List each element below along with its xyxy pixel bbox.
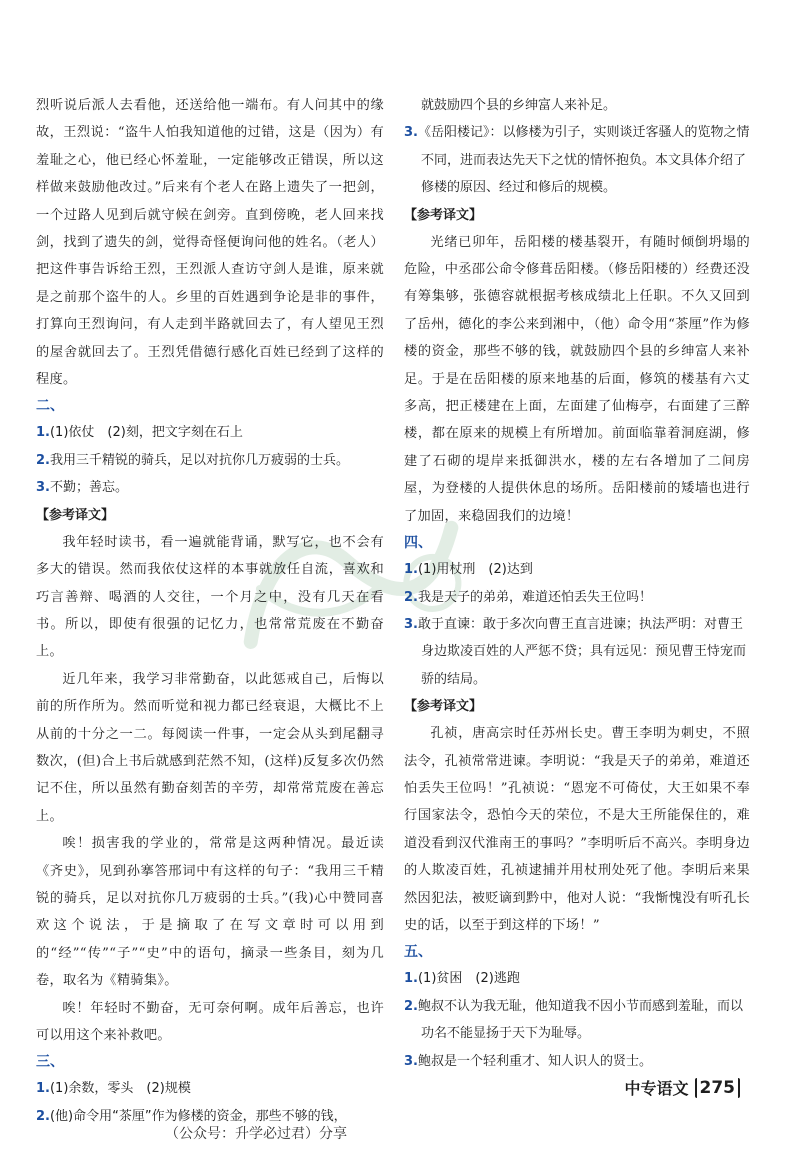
answer-item: 1.(1)贫困 (2)逃跑 bbox=[404, 971, 520, 987]
answer-item: 3.鲍叔是一个轻利重才、知人识人的贤士。 bbox=[404, 1053, 652, 1069]
translation-paragraph: 近几年来，我学习非常勤奋，以此惩戒自己，后悔以前的所作所为。然而听觉和视力都已经衰退，大概比不上从前的十分之一二。每阅读一件事，一定会从头到尾翻寻数次，(但)合上书后就感到茫然不知，(这样)反复多次仍然记不住，所以虽然有勤奋刻苦的辛劳，却常常荒废在善忘上。 bbox=[36, 671, 384, 824]
book-title: 中专语文 bbox=[624, 1079, 689, 1098]
answer-item: 3.《岳阳楼记》：以修楼为引子，实则谈迁客骚人的览物之情不同，进而表达先天下之忧的情怀抱负。本文具体介绍了修楼的原因、经过和修后的规模。 bbox=[404, 125, 750, 196]
answer-item: 2.我是天子的弟弟，难道还怕丢失王位吗！ bbox=[404, 589, 652, 605]
section-heading-3: 三、 bbox=[36, 1054, 64, 1071]
reference-translation-heading: 【参考译文】 bbox=[36, 507, 115, 523]
section-heading-4: 四、 bbox=[404, 535, 432, 552]
answer-item: 2.(他)命令用“茶厘”作为修楼的资金，那些不够的钱， bbox=[36, 1108, 347, 1124]
translation-paragraph: 光绪已卯年，岳阳楼的楼基裂开，有随时倾倒坍塌的危险，中丞邵公命令修葺岳阳楼。（修岳阳楼的）经费还没有筹集够，张德容就根据考核成绩北上任职。不久又回到了岳州，德化的李公来到湘中，（他）命令用“茶厘”作为修楼的资金，那些不够的钱，就鼓励四个县的乡绅富人来补足。于是在岳阳楼的原来地基的后面，修筑的楼基有六丈多高，把正楼建在上面，左面建了仙梅亭，右面建了三醉楼，都在原来的规模上有所增加。前面临靠着洞庭湖，修建了石砌的堤岸来抵御洪水，楼的左右各增加了二间房屋，为登楼的人提供休息的场所。岳阳楼前的矮墙也进行了加固，来稳固我们的边境！ bbox=[404, 234, 750, 524]
section-heading-5: 五、 bbox=[404, 944, 432, 961]
translation-paragraph: 唉！年轻时不勤奋，无可奈何啊。成年后善忘，也许可以用这个来补救吧。 bbox=[36, 1000, 384, 1043]
translation-paragraph: 烈听说后派人去看他，还送给他一端布。有人问其中的缘故，王烈说：“盗牛人怕我知道他的过错，这是（因为）有羞耻之心，他已经心怀羞耻，一定能够改正错误，所以这样做来鼓励他改过。”后来有个老人在路上遗失了一把剑，一个过路人见到后就守候在剑旁。直到傍晚，老人回来找剑，找到了遗失的剑，觉得奇怪便询问他的姓名。（老人）把这件事告诉给王烈，王烈派人查访守剑人是谁，原来就是之前那个盗牛的人。乡里的百姓遇到争论是非的事件，打算向王烈询问，有人走到半路就回去了，有人望见王烈的屋舍就回去了。王烈凭借德行感化百姓已经到了这样的程度。 bbox=[36, 98, 384, 388]
answer-item: 2.鲍叔不认为我无耻，他知道我不因小节而感到羞耻，而以功名不能显扬于天下为耻辱。 bbox=[404, 998, 743, 1042]
page-number: 275 bbox=[695, 1078, 741, 1098]
answer-item: 1.(1)依仗 (2)刻，把文字刻在石上 bbox=[36, 425, 243, 441]
answer-item: 3.敢于直谏：敢于多次向曹王直言进谏；执法严明：对曹王身边欺凌百姓的人严惩不贷；具有远见：预见曹王恃宠而骄的结局。 bbox=[404, 616, 747, 687]
right-column bbox=[404, 92, 750, 1075]
translation-paragraph: 孔祯，唐高宗时任苏州长史。曹王李明为刺史，不照法令，孔祯常常进谏。李明说：“我是天子的弟弟，难道还怕丢失王位吗！”孔祯说：“恩宠不可倚仗，大王如果不奉行国家法令，恐怕今天的荣位，不是大王所能保住的，难道没看到汉代淮南王的事吗？”李明听后不高兴。李明身边的人欺凌百姓，孔祯逮捕并用杖刑处死了他。李明后来果然因犯法，被贬谪到黔中，他对人说：“我惭愧没有听孔长史的话，以至于到这样的下场！” bbox=[404, 726, 750, 933]
page-footer bbox=[624, 1076, 740, 1099]
translation-paragraph: 我年轻时读书，看一遍就能背诵，默写它，也不会有多大的错误。然而我依仗这样的本事就放任自流，喜欢和巧言善辩、喝酒的人交往，一个月之中，没有几天在看书。所以，即使有很强的记忆力，也常常荒废在不勤奋上。 bbox=[36, 534, 384, 660]
section-heading-2: 二、 bbox=[36, 398, 64, 415]
answer-item-continued: 就鼓励四个县的乡绅富人来补足。 bbox=[421, 98, 617, 113]
answer-item: 3.不勤；善忘。 bbox=[36, 480, 128, 496]
reference-translation-heading: 【参考译文】 bbox=[404, 207, 483, 223]
translation-paragraph: 唉！损害我的学业的，常常是这两种情况。最近读《齐史》，见到孙搴答邢词中有这样的句子：“我用三千精锐的骑兵，足以对抗你几万疲弱的士兵。”(我)心中赞同喜欢这个说法，于是摘取了在写文章时可以用到的“经”“传”“子”“史”中的语句，摘录一些条目，刻为几卷，取名为《精骑集》。 bbox=[36, 836, 384, 989]
answer-item: 2.我用三千精锐的骑兵，足以对抗你几万疲弱的士兵。 bbox=[36, 452, 349, 468]
answer-item: 1.(1)余数，零头 (2)规模 bbox=[36, 1081, 191, 1097]
share-credit: （公众号：升学必过君）分享 bbox=[165, 1126, 347, 1142]
reference-translation-heading: 【参考译文】 bbox=[404, 699, 483, 715]
answer-item: 1.(1)用杖刑 (2)达到 bbox=[404, 562, 533, 578]
left-column bbox=[36, 92, 384, 1130]
